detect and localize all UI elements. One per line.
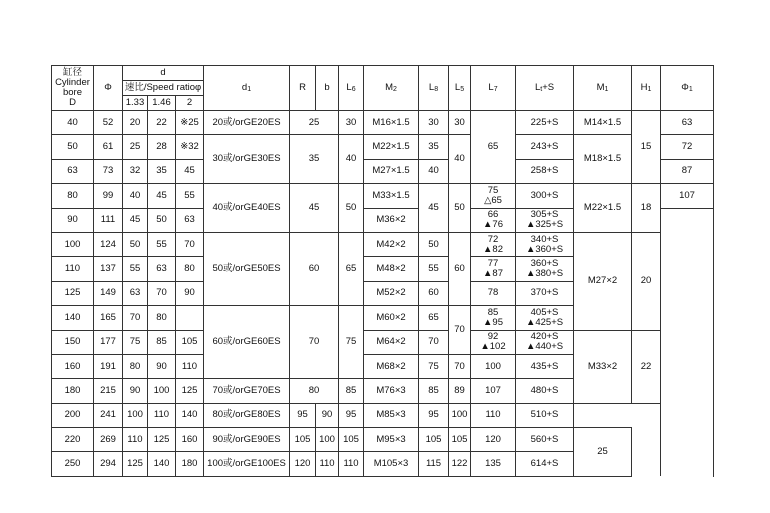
- cell-LtS: 370+S: [516, 281, 574, 305]
- cell-H1: 22: [632, 330, 661, 403]
- cell-L5: 40: [449, 135, 471, 184]
- cell-LtS: 510+S: [516, 403, 574, 427]
- cell-d1: 20或/orGE20ES: [204, 111, 290, 135]
- header-LtS: $L_t+S$: [516, 66, 574, 111]
- cell-L7: 100: [471, 354, 516, 378]
- cell-ratio: 45: [176, 159, 204, 183]
- cell-L7: 107: [471, 379, 516, 403]
- cell-ratio: 75: [123, 330, 148, 354]
- cell-R: 35: [290, 135, 339, 184]
- cell-b: 110: [316, 452, 339, 476]
- cell-d1: 80或/orGE80ES: [204, 403, 290, 427]
- cell-L5: 89: [449, 379, 471, 403]
- cell-R: 60: [290, 232, 339, 305]
- cell-ratio: 80: [176, 257, 204, 281]
- cell-R: 120: [290, 452, 316, 476]
- cell-phi: 124: [94, 232, 123, 256]
- cell-ratio: 55: [123, 257, 148, 281]
- cell-b: 90: [316, 403, 339, 427]
- cell-D: 200: [52, 403, 94, 427]
- cell-ratio: 70: [176, 232, 204, 256]
- cell-M2: M22×1.5: [364, 135, 419, 159]
- cell-Phi1: 87: [661, 159, 714, 183]
- cell-phi: 177: [94, 330, 123, 354]
- cell-L6: 50: [339, 184, 364, 233]
- cell-D: 63: [52, 159, 94, 183]
- cell-M2: M95×3: [364, 428, 419, 452]
- cell-ratio: 55: [176, 184, 204, 208]
- cell-D: 50: [52, 135, 94, 159]
- cell-L5: 70: [449, 306, 471, 355]
- cell-L6: 30: [339, 111, 364, 135]
- cell-L5: 100: [449, 403, 471, 427]
- cell-L5: 60: [449, 232, 471, 305]
- cell-L8: 55: [419, 257, 449, 281]
- cell-ratio: 85: [148, 330, 176, 354]
- cell-phi: 149: [94, 281, 123, 305]
- cell-L8: 50: [419, 232, 449, 256]
- cell-ratio: 63: [123, 281, 148, 305]
- cell-R: 80: [290, 379, 339, 403]
- cell-M2: M64×2: [364, 330, 419, 354]
- cell-phi: 294: [94, 452, 123, 476]
- cell-H1: 15: [632, 111, 661, 184]
- cell-D: 150: [52, 330, 94, 354]
- cell-d1: 70或/orGE70ES: [204, 379, 290, 403]
- header-Phi1: $\Phi_1$: [661, 66, 714, 111]
- cell-LtS: 560+S: [516, 428, 574, 452]
- cell-phi: 99: [94, 184, 123, 208]
- cell-ratio: 90: [148, 354, 176, 378]
- cell-L7: 135: [471, 452, 516, 476]
- cell-b: 100: [316, 428, 339, 452]
- cell-D: 125: [52, 281, 94, 305]
- cell-D: 100: [52, 232, 94, 256]
- cell-ratio: 63: [148, 257, 176, 281]
- cell-R: 105: [290, 428, 316, 452]
- header-b: b: [316, 66, 339, 111]
- cell-ratio: 55: [148, 232, 176, 256]
- cell-D: 220: [52, 428, 94, 452]
- cell-D: 140: [52, 306, 94, 330]
- cell-ratio: 70: [123, 306, 148, 330]
- cell-LtS: 614+S: [516, 452, 574, 476]
- cell-phi: 191: [94, 354, 123, 378]
- cell-L6: 85: [339, 379, 364, 403]
- cell-d1: 40或/orGE40ES: [204, 184, 290, 233]
- cell-M2: M68×2: [364, 354, 419, 378]
- cell-L5: 122: [449, 452, 471, 476]
- cell-ratio: 90: [123, 379, 148, 403]
- cell-L7: 110: [471, 403, 516, 427]
- header-R: R: [290, 66, 316, 111]
- cell-ratio: 110: [148, 403, 176, 427]
- cell-M2: M16×1.5: [364, 111, 419, 135]
- header-L7: $L_7$: [471, 66, 516, 111]
- cell-ratio: 32: [123, 159, 148, 183]
- cell-M2: M85×3: [364, 403, 419, 427]
- cell-D: 90: [52, 208, 94, 232]
- cell-phi: 215: [94, 379, 123, 403]
- cell-LtS: 360+S ▲380+S: [516, 257, 574, 281]
- cell-L5: 105: [449, 428, 471, 452]
- cell-H1: 18: [632, 184, 661, 233]
- cell-L7: 72 ▲82: [471, 232, 516, 256]
- header-d: d: [123, 66, 204, 81]
- cell-ratio: 63: [176, 208, 204, 232]
- cell-L7: 77 ▲87: [471, 257, 516, 281]
- header-phi: Φ: [94, 66, 123, 111]
- cell-M1: M22×1.5: [574, 184, 632, 233]
- cell-L8: 70: [419, 330, 449, 354]
- cell-ratio: 90: [176, 281, 204, 305]
- cell-D: 110: [52, 257, 94, 281]
- cell-L8: 35: [419, 135, 449, 159]
- cell-ratio: 100: [148, 379, 176, 403]
- cell-L8: 40: [419, 159, 449, 183]
- cell-Phi1: 63: [661, 111, 714, 135]
- cell-phi: 137: [94, 257, 123, 281]
- cell-ratio: 140: [176, 403, 204, 427]
- cell-L8: 45: [419, 184, 449, 233]
- cell-ratio: 45: [148, 184, 176, 208]
- cell-L6: 110: [339, 452, 364, 476]
- cell-phi: 52: [94, 111, 123, 135]
- cell-M2: M105×3: [364, 452, 419, 476]
- cell-L6: 105: [339, 428, 364, 452]
- header-bore: 缸径 Cylinder bore D: [52, 66, 94, 111]
- cell-ratio: 105: [176, 330, 204, 354]
- cell-ratio: 80: [123, 354, 148, 378]
- cell-L7: 65: [471, 111, 516, 184]
- cell-L7: 120: [471, 428, 516, 452]
- cell-M1: M14×1.5: [574, 111, 632, 135]
- cell-Phi1: 72: [661, 135, 714, 159]
- header-d1: $d_1$: [204, 66, 290, 111]
- table-row: [52, 184, 714, 208]
- cell-ratio: 50: [148, 208, 176, 232]
- cell-L8: 105: [419, 428, 449, 452]
- cell-LtS: 225+S: [516, 111, 574, 135]
- cell-R: 25: [290, 111, 339, 135]
- cell-ratio: [176, 306, 204, 330]
- cell-L8: 65: [419, 306, 449, 330]
- cell-Phi1-empty: [661, 208, 714, 476]
- cell-ratio: 80: [148, 306, 176, 330]
- cell-ratio: 50: [123, 232, 148, 256]
- table-row: [52, 135, 714, 159]
- cell-R: 70: [290, 306, 339, 379]
- cell-L8: 75: [419, 354, 449, 378]
- cell-ratio: 70: [148, 281, 176, 305]
- cell-ratio: 110: [123, 428, 148, 452]
- table-row: [52, 330, 714, 354]
- cell-M1: M33×2: [574, 330, 632, 403]
- cell-L8: 60: [419, 281, 449, 305]
- table-row: [52, 428, 714, 452]
- cell-L5: 30: [449, 111, 471, 135]
- cell-L6: 95: [339, 403, 364, 427]
- cell-ratio: 110: [176, 354, 204, 378]
- cell-LtS: 300+S: [516, 184, 574, 208]
- header-M2: $M_2$: [364, 66, 419, 111]
- cell-ratio: ※25: [176, 111, 204, 135]
- cell-LtS: 480+S: [516, 379, 574, 403]
- cell-d1: 50或/orGE50ES: [204, 232, 290, 305]
- header-L6: $L_6$: [339, 66, 364, 111]
- cell-H1: 20: [632, 232, 661, 330]
- cell-phi: 73: [94, 159, 123, 183]
- cell-D: 40: [52, 111, 94, 135]
- cell-D: 180: [52, 379, 94, 403]
- cell-ratio: 45: [123, 208, 148, 232]
- cell-ratio: 160: [176, 428, 204, 452]
- header-speed-ratio: 速比/Speed ratioφ: [123, 81, 204, 96]
- cell-Phi1: 107: [661, 184, 714, 208]
- spec-table: [51, 65, 714, 477]
- cell-phi: 269: [94, 428, 123, 452]
- cell-phi: 165: [94, 306, 123, 330]
- cell-L6: 65: [339, 232, 364, 305]
- cell-LtS: 258+S: [516, 159, 574, 183]
- cell-M2: M60×2: [364, 306, 419, 330]
- cell-ratio: 125: [176, 379, 204, 403]
- cell-R: 45: [290, 184, 339, 233]
- table-row: [52, 111, 714, 135]
- cell-LtS: 340+S ▲360+S: [516, 232, 574, 256]
- cell-d1: 60或/orGE60ES: [204, 306, 290, 379]
- header-ratio-1-33: 1.33: [123, 96, 148, 111]
- cell-LtS: 405+S ▲425+S: [516, 306, 574, 330]
- cell-L5: 70: [449, 354, 471, 378]
- cell-M2: M27×1.5: [364, 159, 419, 183]
- table-row: [52, 232, 714, 256]
- table-row: [52, 403, 714, 427]
- cell-L5: 50: [449, 184, 471, 233]
- cell-phi: 241: [94, 403, 123, 427]
- cell-LtS: 243+S: [516, 135, 574, 159]
- cell-D: 80: [52, 184, 94, 208]
- cell-M1: M18×1.5: [574, 135, 632, 184]
- cell-R: 95: [290, 403, 316, 427]
- cell-LtS: 420+S ▲440+S: [516, 330, 574, 354]
- cell-ratio: 180: [176, 452, 204, 476]
- cell-D: 160: [52, 354, 94, 378]
- cell-ratio: 35: [148, 159, 176, 183]
- cell-d1: 100或/orGE100ES: [204, 452, 290, 476]
- cell-ratio: 140: [148, 452, 176, 476]
- cell-ratio: 28: [148, 135, 176, 159]
- cell-LtS: 435+S: [516, 354, 574, 378]
- cell-ratio: 40: [123, 184, 148, 208]
- cell-ratio: 20: [123, 111, 148, 135]
- cell-L8: 115: [419, 452, 449, 476]
- cell-M2: M48×2: [364, 257, 419, 281]
- header-ratio-1-46: 1.46: [148, 96, 176, 111]
- cell-L8: 30: [419, 111, 449, 135]
- cell-ratio: 25: [123, 135, 148, 159]
- cell-d1: 30或/orGE30ES: [204, 135, 290, 184]
- cell-D: 250: [52, 452, 94, 476]
- cell-M1: M27×2: [574, 232, 632, 330]
- cell-M2: M76×3: [364, 379, 419, 403]
- cell-M2: M33×1.5: [364, 184, 419, 208]
- header-ratio-2: 2: [176, 96, 204, 111]
- cell-phi: 61: [94, 135, 123, 159]
- header-L8: $L_8$: [419, 66, 449, 111]
- cell-L7: 66 ▲76: [471, 208, 516, 232]
- cell-LtS: 305+S ▲325+S: [516, 208, 574, 232]
- header-L5: $L_5$: [449, 66, 471, 111]
- cell-L6: 40: [339, 135, 364, 184]
- cell-L8: 85: [419, 379, 449, 403]
- cell-L7: 85 ▲95: [471, 306, 516, 330]
- cell-L7: 75 △65: [471, 184, 516, 208]
- cell-L8: 95: [419, 403, 449, 427]
- cell-M2: M36×2: [364, 208, 419, 232]
- cell-phi: 111: [94, 208, 123, 232]
- cell-H1: 25: [574, 428, 632, 477]
- cell-ratio: 125: [148, 428, 176, 452]
- cell-L7: 92 ▲102: [471, 330, 516, 354]
- header-H1: $H_1$: [632, 66, 661, 111]
- header-M1: $M_1$: [574, 66, 632, 111]
- cell-ratio: 100: [123, 403, 148, 427]
- cell-ratio: ※32: [176, 135, 204, 159]
- cell-L6: 75: [339, 306, 364, 379]
- cell-L7: 78: [471, 281, 516, 305]
- cell-M2: M42×2: [364, 232, 419, 256]
- cell-ratio: 125: [123, 452, 148, 476]
- cell-ratio: 22: [148, 111, 176, 135]
- cell-M2: M52×2: [364, 281, 419, 305]
- cell-d1: 90或/orGE90ES: [204, 428, 290, 452]
